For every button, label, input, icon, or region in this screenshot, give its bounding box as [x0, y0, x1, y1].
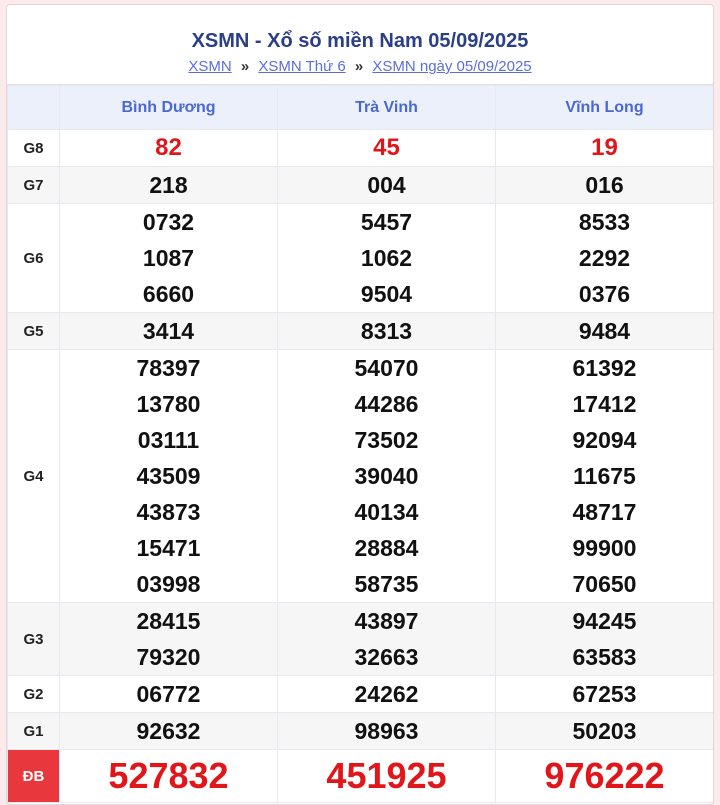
prize-number: 451925	[326, 755, 447, 796]
prize-cell	[60, 750, 278, 803]
prize-number: 016	[585, 172, 624, 198]
prize-label: G4	[8, 350, 60, 603]
province-vinh-long-header[interactable]: Vĩnh Long	[496, 86, 714, 130]
page-title: XSMN - Xổ số miền Nam 05/09/2025	[191, 30, 529, 52]
prize-cell	[278, 713, 496, 750]
prize-cell	[278, 130, 496, 167]
prize-number: 94245	[572, 608, 637, 634]
prize-number: 03998	[136, 571, 201, 597]
prize-label: G2	[8, 676, 60, 713]
prize-number: 8313	[360, 318, 413, 344]
prize-column-header	[8, 86, 60, 130]
breadcrumb	[7, 58, 713, 76]
prize-number: 98963	[354, 718, 419, 744]
prize-number: 54070	[354, 355, 419, 381]
prize-cell	[278, 350, 496, 603]
prize-cell	[496, 130, 714, 167]
province-header-row	[8, 86, 714, 130]
prize-cell	[496, 350, 714, 603]
prize-cell	[496, 204, 714, 313]
prize-number: 5457	[360, 209, 413, 235]
prize-number: 15471	[136, 535, 201, 561]
prize-number: 9484	[578, 318, 631, 344]
prize-cell	[496, 713, 714, 750]
prize-number: 67253	[572, 681, 637, 707]
prize-number: 9504	[360, 281, 413, 307]
prize-cell	[278, 676, 496, 713]
prize-number: 0376	[578, 281, 631, 307]
breadcrumb-xsmn-thu6-link[interactable]: XSMN Thứ 6	[258, 58, 346, 75]
prize-number: 45	[373, 134, 400, 161]
prize-number: 8533	[578, 209, 631, 235]
prize-cell	[60, 603, 278, 676]
prize-number: 19	[591, 134, 618, 161]
prize-number: 218	[149, 172, 188, 198]
prize-number: 976222	[544, 755, 665, 796]
results-card	[6, 4, 714, 805]
prize-number: 63583	[572, 644, 637, 670]
prize-number: 82	[155, 134, 182, 161]
prize-cell	[496, 750, 714, 803]
prize-cell	[496, 313, 714, 350]
prize-cell	[496, 167, 714, 204]
prize-cell	[60, 713, 278, 750]
prize-row-g4	[8, 350, 714, 603]
breadcrumb-separator: »	[240, 58, 250, 75]
prize-label: G7	[8, 167, 60, 204]
prize-number: 28415	[136, 608, 201, 634]
prize-label: G1	[8, 713, 60, 750]
prize-number: 1087	[142, 245, 195, 271]
prize-number: 004	[367, 172, 406, 198]
prize-cell	[60, 167, 278, 204]
prize-number: 40134	[354, 499, 419, 525]
prize-label: G5	[8, 313, 60, 350]
prize-number: 13780	[136, 391, 201, 417]
prize-row-g1	[8, 713, 714, 750]
prize-number: 24262	[354, 681, 419, 707]
prize-number: 17412	[572, 391, 637, 417]
prize-row-g6	[8, 204, 714, 313]
prize-number: 50203	[572, 718, 637, 744]
prize-cell	[278, 603, 496, 676]
prize-cell	[278, 167, 496, 204]
prize-number: 48717	[572, 499, 637, 525]
prize-label: ĐB	[8, 750, 60, 803]
prize-number: 527832	[108, 755, 229, 796]
prize-cell	[278, 313, 496, 350]
prize-number: 43873	[136, 499, 201, 525]
prize-cell	[60, 350, 278, 603]
prize-number: 1062	[360, 245, 413, 271]
prize-number: 3414	[142, 318, 195, 344]
prize-number: 70650	[572, 571, 637, 597]
prize-number: 32663	[354, 644, 419, 670]
prize-cell	[60, 676, 278, 713]
results-header	[7, 5, 713, 85]
province-tra-vinh-header[interactable]: Trà Vinh	[278, 86, 496, 130]
breadcrumb-xsmn-link[interactable]: XSMN	[188, 58, 232, 75]
prize-number: 79320	[136, 644, 201, 670]
prize-cell	[496, 676, 714, 713]
results-table	[7, 85, 714, 803]
prize-number: 44286	[354, 391, 419, 417]
prize-cell	[60, 313, 278, 350]
prize-cell	[60, 130, 278, 167]
prize-number: 92632	[136, 718, 201, 744]
province-binh-duong-header[interactable]: Bình Dương	[60, 86, 278, 130]
prize-number: 28884	[354, 535, 419, 561]
prize-label: G8	[8, 130, 60, 167]
prize-number: 92094	[572, 427, 637, 453]
prize-cell	[496, 603, 714, 676]
prize-row-g8	[8, 130, 714, 167]
prize-number: 39040	[354, 463, 419, 489]
prize-row-g3	[8, 603, 714, 676]
prize-label: G6	[8, 204, 60, 313]
prize-cell	[60, 204, 278, 313]
prize-number: 43509	[136, 463, 201, 489]
prize-row-g5	[8, 313, 714, 350]
prize-number: 0732	[142, 209, 195, 235]
prize-number: 43897	[354, 608, 419, 634]
prize-row-g2	[8, 676, 714, 713]
prize-label: G3	[8, 603, 60, 676]
prize-number: 2292	[578, 245, 631, 271]
prize-number: 58735	[354, 571, 419, 597]
breadcrumb-xsmn-date-link[interactable]: XSMN ngày 05/09/2025	[372, 58, 532, 75]
prize-number: 73502	[354, 427, 419, 453]
prize-number: 6660	[142, 281, 195, 307]
prize-cell	[278, 204, 496, 313]
prize-number: 78397	[136, 355, 201, 381]
breadcrumb-separator: »	[354, 58, 364, 75]
prize-number: 11675	[573, 463, 636, 489]
prize-number: 06772	[136, 681, 201, 707]
prize-row-db	[8, 750, 714, 803]
prize-number: 03111	[137, 427, 200, 453]
prize-row-g7	[8, 167, 714, 204]
prize-number: 61392	[572, 355, 637, 381]
prize-number: 99900	[572, 535, 637, 561]
prize-cell	[278, 750, 496, 803]
